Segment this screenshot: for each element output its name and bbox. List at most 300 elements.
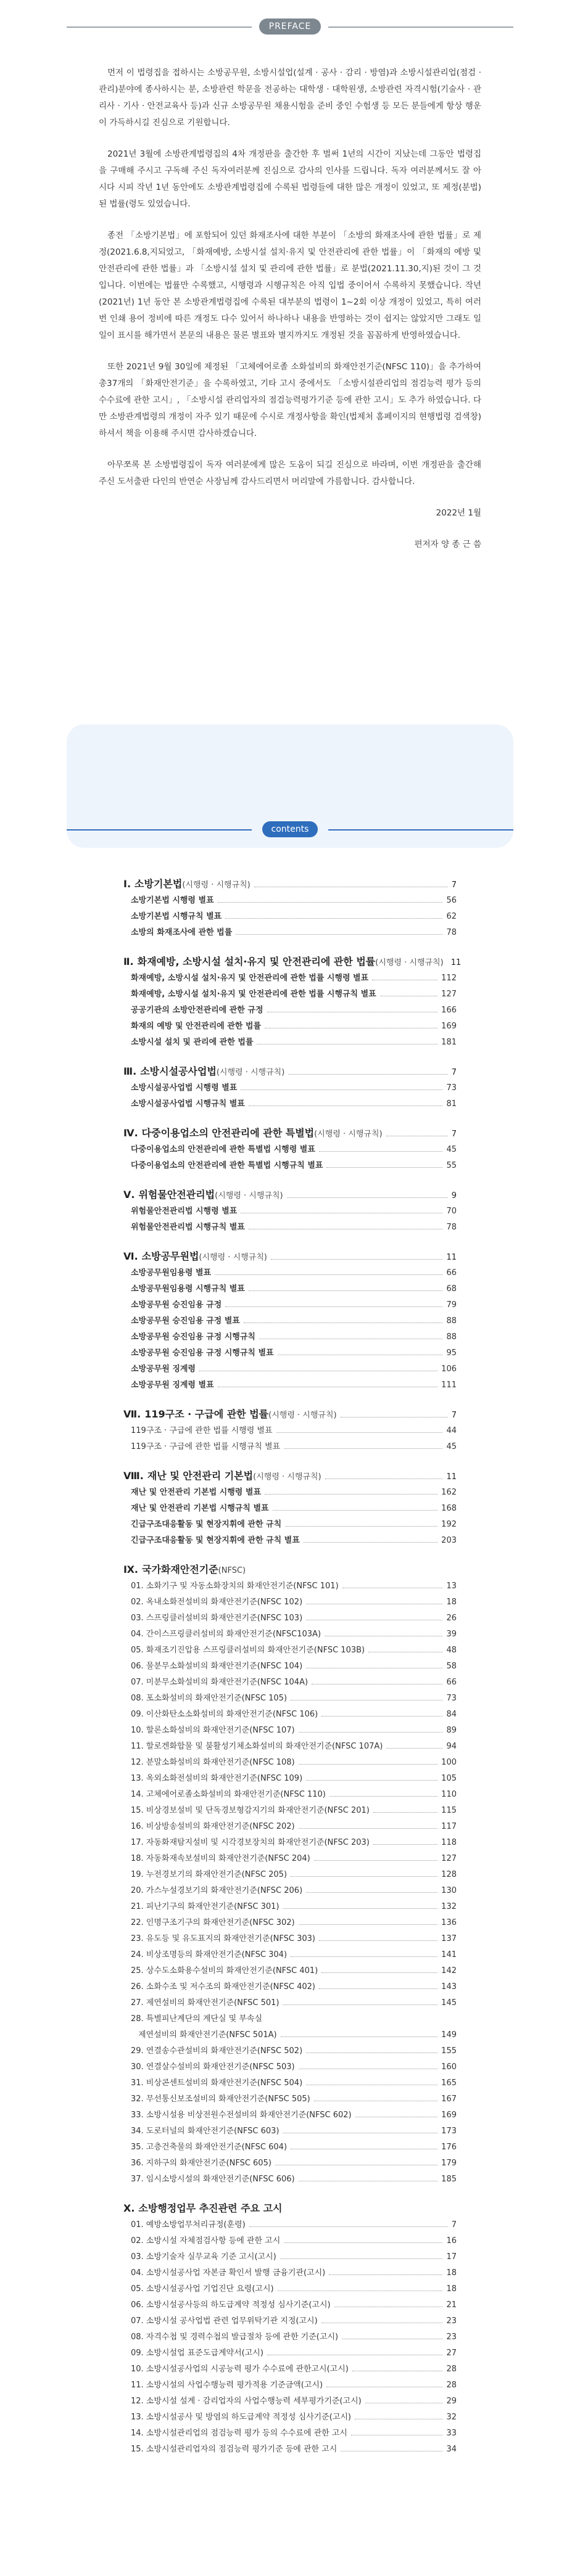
toc-entry[interactable] — [123, 1501, 457, 1517]
toc-entry[interactable] — [123, 1723, 457, 1739]
page-number: 160 — [441, 2062, 457, 2072]
page-number: 7 — [451, 1068, 457, 1077]
toc-entry-title: 소방공무원 승진임용 규정 별표 — [131, 1316, 240, 1326]
page-number: 16 — [446, 2236, 457, 2246]
leader-dots — [321, 1972, 437, 1973]
page-number: 181 — [441, 1038, 457, 1047]
leader-dots — [267, 2354, 443, 2355]
toc-entry-title: 32. 무선통신보조설비의 화재안전기준(NFSC 505) — [131, 2094, 310, 2104]
section-title-text: 화재예방, 소방시설 설치·유지 및 안전관리에 관한 법률 — [137, 956, 376, 967]
toc-entry[interactable] — [123, 2426, 457, 2442]
page-number: 167 — [441, 2094, 457, 2104]
toc-entry[interactable] — [123, 1755, 457, 1771]
toc-entry[interactable] — [123, 2217, 457, 2233]
page-number: 88 — [446, 1316, 457, 1326]
toc-entry[interactable] — [123, 1517, 457, 1533]
toc-entry[interactable] — [123, 2281, 457, 2297]
section-title-text: 119구조 · 구급에 관한 법률 — [144, 1408, 269, 1420]
toc-entry-title: 06. 소방시설공사등의 하도급계약 적정성 심사기준(고시) — [131, 2300, 331, 2310]
section-title-text: 위험물안전관리법 — [138, 1189, 215, 1200]
page-number: 18 — [446, 2268, 457, 2278]
section-subtitle: (시행령 · 시행규칙) — [253, 1472, 321, 1482]
leader-dots — [218, 901, 443, 903]
leader-dots — [241, 1089, 442, 1090]
toc-entry-title: 소방공무원임용령 시행규칙 별표 — [131, 1284, 245, 1294]
preface-signature: 편저자 양 종 근 씀 — [414, 539, 481, 549]
toc-entry[interactable] — [123, 1485, 457, 1501]
toc-entry-title: 13. 소방시설공사 및 방염의 하도급계약 적정성 심사기준(고시) — [131, 2413, 352, 2422]
divider-line — [328, 27, 513, 28]
page-number: 81 — [446, 1099, 457, 1109]
page-number: 149 — [441, 2030, 457, 2040]
page-number: 62 — [446, 912, 457, 921]
page-number: 7 — [451, 2220, 457, 2229]
toc-entry[interactable] — [123, 1578, 457, 1594]
page-number: 48 — [446, 1646, 457, 1655]
page-number: 118 — [441, 1838, 457, 1847]
toc-entry[interactable] — [123, 1158, 457, 1174]
page-number: 44 — [446, 1426, 457, 1435]
toc-entry[interactable] — [123, 2313, 457, 2329]
toc-entry-title: 02. 옥내소화전설비의 화재안전기준(NFSC 102) — [131, 1598, 303, 1607]
toc-entry-title: 16. 비상방송설비의 화재안전기준(NFSC 202) — [131, 1822, 295, 1831]
leader-dots — [215, 1274, 442, 1275]
toc-entry[interactable] — [123, 2410, 457, 2426]
toc-entry-title: 06. 물분무소화설비의 화재안전기준(NFSC 104) — [131, 1662, 303, 1671]
toc-entry[interactable] — [123, 1377, 457, 1393]
toc-section — [123, 1125, 457, 1174]
page-number: 128 — [441, 1870, 457, 1879]
toc-entry[interactable] — [123, 2043, 457, 2059]
section-title-text: 소방시설공사업법 — [140, 1065, 217, 1077]
toc-section — [123, 953, 462, 1051]
toc-entry-title: 08. 자격수첩 및 경력수첩의 발급절차 등에 관한 기준(고시) — [131, 2332, 339, 2342]
page-number: 100 — [441, 1758, 457, 1767]
toc-entry-title: 05. 소방시설공사업 기업진단 요령(고시) — [131, 2284, 274, 2294]
toc-entry[interactable] — [123, 2156, 457, 2172]
leader-dots — [386, 1747, 442, 1749]
toc-entry-title: 재난 및 안전관리 기본법 시행령 별표 — [131, 1488, 261, 1497]
leader-dots — [325, 1635, 442, 1636]
page-number: 162 — [441, 1488, 457, 1497]
page-number: 155 — [441, 2046, 457, 2056]
page-number: 7 — [451, 1411, 457, 1420]
section-number: Ⅴ. — [123, 1189, 135, 1200]
page-number: 203 — [441, 1536, 457, 1545]
page-number: 179 — [441, 2159, 457, 2168]
toc-entry[interactable] — [123, 1361, 457, 1377]
toc-entry[interactable] — [123, 909, 457, 925]
toc-entry[interactable] — [123, 1423, 457, 1439]
leader-dots — [306, 1779, 437, 1781]
leader-dots — [259, 1338, 443, 1339]
toc-entry-title: 소방공무원임용령 별표 — [131, 1268, 212, 1278]
leader-dots — [342, 2338, 442, 2339]
toc-entry[interactable] — [123, 893, 457, 909]
preface-date: 2022년 1월 — [436, 508, 481, 518]
toc-entry-title: 25. 상수도소화용수설비의 화재안전기준(NFSC 401) — [131, 1966, 318, 1975]
section-number: Ⅱ. — [123, 956, 134, 967]
toc-section-title[interactable] — [123, 1467, 457, 1485]
page-number: 70 — [446, 1207, 457, 1216]
section-title-text: 다중이용업소의 안전관리에 관한 특별법 — [141, 1127, 315, 1139]
page-number: 130 — [441, 1886, 457, 1895]
leader-dots — [257, 1043, 437, 1044]
page-number: 169 — [441, 2110, 457, 2120]
page-number: 78 — [446, 928, 457, 937]
toc-entry-title: 10. 할론소화설비의 화재안전기준(NFSC 107) — [131, 1726, 295, 1735]
toc-entry[interactable] — [123, 1345, 457, 1361]
toc-entry[interactable] — [123, 1281, 457, 1297]
leader-dots — [306, 2084, 437, 2085]
toc-entry-title: 소방시설공사업법 시행규칙 별표 — [131, 1099, 245, 1109]
leader-dots — [329, 1795, 437, 1797]
toc-entry[interactable] — [123, 970, 457, 987]
toc-entry-title: 소방공무원 징계령 별표 — [131, 1380, 214, 1390]
section-subtitle: (시행령 · 시행규칙) — [268, 1411, 337, 1420]
toc-entry[interactable] — [123, 1995, 457, 2011]
page-number: 112 — [441, 974, 457, 983]
toc-entry-title: 119구조 · 구급에 관한 법률 시행령 별표 — [131, 1426, 273, 1435]
preface-paragraph: 종전 「소방기본법」에 포함되어 있던 화재조사에 대한 부분이 「소방의 화재조사에 관한 법률」로 제정(2021.6.8,지되었고, 「화재예방, 소방시설 설치·유지 및 안전관리에 관한 법률」이 「화재의 예방 및 안전관리에 관한 법률」과 「소방시설 설치 및 관리에 관한 법률」로 분법(2021.11.30,지)된 것이 그 것입니다. 이번에는 법률만 수록했고, 시행령과 시행규칙은 아직 입법 중이어서 수록하지 못했습니다. 작년(2021년) 1년 동안 본 소방관계법령집에 수록된 대부분의 법령이 1~2회 이상 개정이 있었고, 특히 여러번 인쇄 용어 정비에 따른 개정도 다수 있어서 하나하나 내용을 반영하는 것이 쉽지는 않았지만 그래도 일일이 표시를 해가면서 본문의 내용은 물론 별표와 별지까지도 개정된 것을 꼼꼼하게 반영하였습니다. — [99, 231, 481, 340]
page-number: 29 — [446, 2397, 457, 2406]
toc-entry[interactable] — [123, 2297, 457, 2313]
toc-entry-title: 화재예방, 소방시설 설치·유지 및 안전관리에 관한 법률 시행령 별표 — [131, 974, 369, 983]
toc-entry[interactable] — [123, 2345, 457, 2361]
toc-entry[interactable] — [123, 1931, 457, 1947]
page-number: 7 — [451, 880, 457, 890]
toc-entry-title: 14. 소방시설관리업의 점검능력 평가 등의 수수료에 관한 고시 — [131, 2429, 347, 2438]
toc-entry-title: 위험물안전관리법 시행령 별표 — [131, 1207, 238, 1216]
leader-dots — [275, 2164, 437, 2165]
toc-entry[interactable] — [123, 1096, 457, 1112]
leader-dots — [355, 2418, 442, 2419]
toc-entry[interactable] — [123, 1003, 457, 1019]
toc-entry[interactable] — [123, 1771, 457, 1787]
page-number: 145 — [441, 1998, 457, 2008]
toc-entry-title: 긴급구조대응활동 및 현장지휘에 관한 규칙 별표 — [131, 1536, 300, 1545]
toc-entry-title: 소방시설 설치 및 관리에 관한 법률 — [131, 1038, 254, 1047]
leader-dots — [326, 2386, 442, 2387]
toc-entry[interactable] — [123, 1867, 457, 1883]
leader-dots — [271, 1258, 443, 1260]
leader-dots — [225, 1306, 442, 1307]
leader-dots — [236, 933, 442, 935]
leader-dots — [306, 1603, 442, 1604]
toc-entry[interactable] — [123, 1899, 457, 1915]
page-number: 111 — [441, 1380, 457, 1390]
toc-entry[interactable] — [123, 1019, 457, 1035]
leader-dots — [368, 1651, 442, 1652]
section-number: Ⅶ. — [123, 1408, 141, 1420]
toc-entry[interactable] — [123, 1080, 457, 1096]
toc-entry[interactable] — [123, 1204, 457, 1220]
leader-dots — [321, 2322, 443, 2323]
leader-dots — [373, 1844, 437, 1845]
leader-dots — [306, 1667, 442, 1668]
leader-dots — [249, 2226, 448, 2227]
leader-dots — [249, 1290, 443, 1291]
section-subtitle: (시행령 · 시행규칙) — [215, 1191, 283, 1200]
toc-entry-title: 소방공무원 승진임용 규정 시행규칙 — [131, 1332, 255, 1342]
toc-entry[interactable] — [123, 2123, 457, 2139]
page-number: 66 — [446, 1268, 457, 1278]
toc-entry[interactable] — [123, 2393, 457, 2410]
toc-entry-title: 17. 자동화재탐지설비 및 시각경보장치의 화재안전기준(NFSC 203) — [131, 1838, 370, 1847]
toc-entry-title: 제연설비의 화재안전기준(NFSC 501A) — [138, 2030, 277, 2040]
leader-dots — [319, 1940, 437, 1941]
leader-dots — [372, 979, 437, 980]
section-number: Ⅷ. — [123, 1470, 144, 1482]
leader-dots — [278, 2290, 443, 2291]
toc-entry[interactable] — [123, 2059, 457, 2075]
page-number: 166 — [441, 1006, 457, 1015]
toc-section-title[interactable] — [123, 876, 457, 893]
toc-section-title[interactable] — [123, 2200, 457, 2217]
toc-entry[interactable] — [123, 1963, 457, 1979]
page-number: 45 — [446, 1442, 457, 1451]
page-number: 78 — [446, 1223, 457, 1232]
leader-dots — [306, 1892, 437, 1893]
toc-entry[interactable] — [123, 1533, 457, 1549]
toc-entry[interactable] — [123, 2265, 457, 2281]
page-number: 73 — [446, 1083, 457, 1093]
toc-section — [123, 876, 457, 941]
leader-dots — [199, 1370, 437, 1371]
leader-dots — [341, 1416, 448, 1417]
leader-dots — [278, 1354, 443, 1355]
contents-title: contents — [262, 821, 318, 837]
page-number: 143 — [441, 1982, 457, 1991]
page-number: 173 — [441, 2127, 457, 2136]
toc-entry[interactable] — [123, 2172, 457, 2188]
toc-entry[interactable] — [123, 1035, 457, 1051]
toc-entry[interactable] — [123, 2075, 457, 2091]
toc-entry-title: 34. 도로터널의 화재안전기준(NFSC 603) — [131, 2127, 280, 2136]
toc-entry[interactable] — [123, 2361, 457, 2377]
page-number: 169 — [441, 1022, 457, 1031]
leader-dots — [218, 1386, 438, 1387]
table-of-contents — [123, 876, 462, 2470]
page-number: 33 — [446, 2429, 457, 2438]
toc-entry-title: 재난 및 안전관리 기본법 시행규칙 별표 — [131, 1504, 269, 1513]
leader-dots — [314, 2100, 437, 2101]
toc-section — [123, 2200, 457, 2458]
section-number: Ⅳ. — [123, 1127, 138, 1139]
toc-entry[interactable] — [123, 2107, 457, 2123]
toc-section — [123, 1063, 457, 1112]
toc-section-title[interactable] — [123, 1186, 457, 1204]
toc-section-title[interactable] — [123, 1561, 457, 1578]
page-number: 32 — [446, 2413, 457, 2422]
toc-entry[interactable] — [123, 2233, 457, 2249]
page-number: 79 — [446, 1300, 457, 1310]
page-number: 11 — [446, 1253, 457, 1262]
toc-entry-title: 33. 소방시설용 비상전원수전설비의 화재안전기준(NFSC 602) — [131, 2110, 352, 2120]
toc-entry[interactable] — [123, 1142, 457, 1158]
leader-dots — [241, 1212, 442, 1213]
toc-entry[interactable] — [123, 1439, 457, 1455]
leader-dots — [321, 1715, 442, 1717]
toc-entry-title: 04. 간이스프링클러설비의 화재안전기준(NFSC103A) — [131, 1630, 321, 1639]
toc-entry[interactable] — [123, 1707, 457, 1723]
page-number: 88 — [446, 1332, 457, 1342]
toc-entry[interactable] — [123, 1297, 457, 1313]
leader-dots — [314, 1860, 437, 1861]
page-number: 26 — [446, 1614, 457, 1623]
section-title-text: 소방행정업무 추진관련 주요 고시 — [138, 2202, 283, 2214]
leader-dots — [329, 2274, 442, 2275]
section-subtitle: (시행령 · 시행규칙) — [314, 1130, 383, 1139]
leader-dots — [276, 1432, 443, 1433]
toc-section-title[interactable] — [123, 953, 462, 970]
leader-dots — [273, 1509, 438, 1511]
toc-entry[interactable] — [123, 1851, 457, 1867]
toc-entry-title: 01. 예방소방업무처리규정(훈령) — [131, 2220, 246, 2229]
toc-entry[interactable] — [123, 2011, 457, 2027]
page-number: 21 — [446, 2300, 457, 2310]
toc-entry-title: 28. 특별피난계단의 계단실 및 부속실 — [131, 2014, 263, 2024]
toc-entry[interactable] — [123, 2329, 457, 2345]
toc-entry-title: 14. 고체에어로졸소화설비의 화재안전기준(NFSC 110) — [131, 1790, 326, 1799]
page-number: 34 — [446, 2445, 457, 2454]
toc-entry[interactable] — [123, 987, 457, 1003]
toc-entry[interactable] — [123, 1329, 457, 1345]
toc-entry-title: 30. 연결살수설비의 화재안전기준(NFSC 503) — [131, 2062, 295, 2072]
page-number: 136 — [441, 1918, 457, 1927]
toc-entry[interactable] — [123, 1979, 457, 1995]
toc-entry-title: 다중이용업소의 안전관리에 관한 특별법 시행규칙 별표 — [131, 1161, 323, 1170]
toc-entry[interactable] — [123, 2442, 457, 2458]
page-number: 95 — [446, 1348, 457, 1358]
leader-dots — [284, 2242, 442, 2243]
toc-entry-title: 소방기본법 시행규칙 별표 — [131, 912, 222, 921]
toc-entry[interactable] — [123, 1739, 457, 1755]
toc-section-title[interactable] — [123, 1406, 457, 1423]
page-number: 39 — [446, 1630, 457, 1639]
toc-entry-title: 다중이용업소의 안전관리에 관한 특별법 시행령 별표 — [131, 1145, 315, 1154]
section-number: Ⅸ. — [123, 1564, 139, 1575]
toc-entry-title: 26. 소화수조 및 저수조의 화재안전기준(NFSC 402) — [131, 1982, 315, 1991]
toc-entry[interactable] — [123, 1643, 457, 1659]
toc-entry-title: 09. 소방시설업 표준도급계약서(고시) — [131, 2348, 263, 2358]
preface-paragraph: 또한 2021년 9월 30일에 제정된 「고체에어로졸 소화설비의 화재안전기준(NFSC 110)」을 추가하여 총37개의 「화재안전기준」을 수록하였고, 기타 고시 중에서도 「소방시설관리업의 점검능력 평가 등의 수수료에 관한 고시」, 「소방시설 관리업자의 점검능력평가기준 등에 관한 고시」도 추가 하였습니다. 다만 소방관계법령의 개정이 자주 있기 때문에 수시로 개정사항을 확인(법제처 홈페이지의 현행법령 검색창)하셔서 책을 이용해 주시면 감사하겠습니다. — [99, 362, 481, 438]
leader-dots — [249, 1228, 443, 1229]
toc-entry-title: 23. 유도등 및 유도표지의 화재안전기준(NFSC 303) — [131, 1934, 315, 1943]
toc-section-title[interactable] — [123, 1063, 457, 1080]
page-number: 66 — [446, 1678, 457, 1687]
toc-entry-title: 소방공무원 징계령 — [131, 1364, 196, 1374]
leader-dots — [291, 2148, 437, 2149]
toc-entry-title: 11. 할로겐화합물 및 불활성기체소화설비의 화재안전기준(NFSC 107A) — [131, 1742, 383, 1751]
page-number: 84 — [446, 1710, 457, 1719]
page-number: 18 — [446, 1598, 457, 1607]
toc-entry-title: 24. 비상조명등의 화재안전기준(NFSC 304) — [131, 1950, 288, 1959]
section-subtitle: (시행령 · 시행규칙) — [216, 1068, 285, 1077]
toc-entry-title: 15. 비상경보설비 및 단독경보형감지기의 화재안전기준(NFSC 201) — [131, 1806, 370, 1815]
toc-entry-title: 02. 소방시설 자체점검사항 등에 관한 고시 — [131, 2236, 281, 2246]
toc-section-title[interactable] — [123, 1248, 457, 1265]
leader-dots — [342, 1587, 443, 1588]
preface-body — [99, 65, 481, 568]
page-number: 11 — [446, 1472, 457, 1482]
toc-entry-title: 01. 소화기구 및 자동소화장치의 화재안전기준(NFSC 101) — [131, 1581, 339, 1591]
page-number: 127 — [441, 990, 457, 999]
leader-dots — [386, 1135, 448, 1136]
toc-entry[interactable] — [123, 1691, 457, 1707]
leader-dots — [291, 1956, 437, 1957]
leader-dots — [334, 2306, 443, 2307]
page-number: 185 — [441, 2175, 457, 2184]
leader-dots — [291, 1699, 442, 1700]
toc-entry-title: 10. 소방시설공사업의 시공능력 평가 수수료에 관한고시(고시) — [131, 2365, 349, 2374]
toc-entry-title: 위험물안전관리법 시행규칙 별표 — [131, 1223, 245, 1232]
toc-entry[interactable] — [123, 1947, 457, 1963]
toc-section — [123, 1186, 457, 1236]
toc-entry[interactable] — [123, 1915, 457, 1931]
toc-entry[interactable] — [123, 1610, 457, 1626]
toc-section — [123, 1561, 457, 2188]
toc-entry-title: 31. 비상콘센트설비의 화재안전기준(NFSC 504) — [131, 2078, 303, 2088]
toc-entry[interactable] — [123, 2139, 457, 2156]
page-number: 28 — [446, 2381, 457, 2390]
page-number: 105 — [441, 1774, 457, 1783]
toc-entry[interactable] — [123, 1835, 457, 1851]
toc-entry[interactable] — [123, 1675, 457, 1691]
leader-dots — [283, 2132, 437, 2133]
toc-entry[interactable] — [123, 1313, 457, 1329]
page-number: 23 — [446, 2332, 457, 2342]
toc-entry[interactable] — [123, 2249, 457, 2265]
leader-dots — [299, 1731, 443, 1733]
toc-entry[interactable] — [123, 1594, 457, 1610]
toc-entry[interactable] — [123, 2091, 457, 2107]
toc-entry[interactable] — [123, 2377, 457, 2393]
section-number: Ⅰ. — [123, 878, 131, 890]
toc-entry[interactable] — [123, 1787, 457, 1803]
toc-entry-title: 화재의 예방 및 안전관리에 관한 법률 — [131, 1022, 261, 1031]
section-number: Ⅲ. — [123, 1065, 137, 1077]
divider-line — [67, 27, 252, 28]
toc-entry[interactable] — [123, 1265, 457, 1281]
toc-entry[interactable] — [123, 1659, 457, 1675]
section-subtitle: (시행령 · 시행규칙) — [199, 1253, 267, 1262]
toc-entry[interactable] — [123, 1803, 457, 1819]
toc-entry-title: 07. 소방시설 공사업법 관련 업무위탁기관 지정(고시) — [131, 2316, 318, 2326]
page-number: 141 — [441, 1950, 457, 1959]
toc-entry-title: 소방의 화재조사에 관한 법률 — [131, 928, 233, 937]
toc-entry-title: 03. 스프링클러설비의 화재안전기준(NFSC 103) — [131, 1614, 303, 1623]
toc-entry-title: 12. 분말소화설비의 화재안전기준(NFSC 108) — [131, 1758, 295, 1767]
leader-dots — [254, 886, 448, 887]
toc-entry-title: 05. 화재조기진압용 스프링클러설비의 화재안전기준(NFSC 103B) — [131, 1646, 365, 1655]
toc-entry-title: 15. 소방시설관리업자의 점검능력 평가기준 등에 관한 고시 — [131, 2445, 338, 2454]
preface-paragraph: 2021년 3월에 소방관계법령집의 4차 개정판을 출간한 후 벌써 1년의 시간이 지났는데 그동안 법령집을 구매해 주시고 구독해 주신 독자여러분께 진심으로 감사의 인사를 드립니다. 독자 여러분께서도 잘 아시다 시피 작년 1년 동안에도 소방관계법령집에 수록된 법령들에 대한 많은 개정이 있었고, 또 제정(분법)된 법률(령도 있었습니다. — [99, 149, 481, 209]
toc-entry[interactable] — [123, 2027, 457, 2043]
page-number: 7 — [451, 1130, 457, 1139]
preface-title: PREFACE — [259, 18, 321, 35]
toc-entry[interactable] — [123, 1626, 457, 1643]
section-title-text: 국가화재안전기준 — [142, 1564, 218, 1575]
toc-entry[interactable] — [123, 1220, 457, 1236]
toc-entry[interactable] — [123, 1819, 457, 1835]
page-number: 17 — [446, 2252, 457, 2262]
toc-section-title[interactable] — [123, 1125, 457, 1142]
contents-header — [0, 820, 580, 839]
toc-entry[interactable] — [123, 925, 457, 941]
toc-entry[interactable] — [123, 1883, 457, 1899]
toc-section — [123, 1406, 457, 1455]
